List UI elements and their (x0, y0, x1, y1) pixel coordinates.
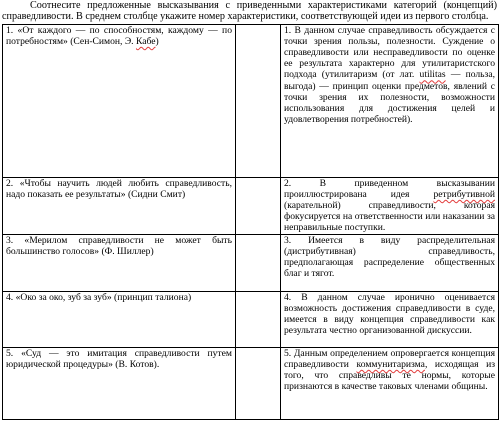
spellcheck-mark: Кабе (135, 35, 156, 47)
spellcheck-mark: коммунитаризма (356, 358, 425, 370)
table-row (3, 177, 499, 234)
table-row (3, 291, 499, 347)
characteristic-cell: 4. В данном случае иронично оценивается возможность достижения справедливости в суде, имеется в виду концепция справедливости как результата честно организованной дискуссии. (281, 291, 499, 347)
answer-cell[interactable] (236, 347, 281, 419)
answer-cell[interactable] (236, 24, 281, 177)
quote-cell: 2. «Чтобы научить людей любить справедливость, надо показать ее результаты» (Сидни Смит) (3, 177, 236, 234)
characteristic-cell: 5. Данным определением опровергается концепция справедливости коммунитаризма, исходящая из того, что справедливы те нормы, которые признаются в качестве таковых членами общины. (281, 347, 499, 419)
quote-cell: 1. «От каждого — по способностям, каждому — по потребностям» (Сен-Симон, Э. Кабе) (3, 24, 236, 177)
quote-cell: 3. «Мерилом справедливости не может быть большинство голосов» (Ф. Шиллер) (3, 234, 236, 291)
answer-cell[interactable] (236, 234, 281, 291)
answer-cell[interactable] (236, 291, 281, 347)
matching-table (2, 24, 499, 420)
characteristic-cell: 2. В приведенном высказывании проиллюстрирована идея ретрибутивной (карательной) справедливости, которая фокусируется на ответственности или наказании за неправильные поступки. (281, 177, 499, 234)
spellcheck-mark: ретрибутивной (433, 188, 495, 200)
answer-cell[interactable] (236, 177, 281, 234)
table-row (3, 234, 499, 291)
task-instructions: Соотнесите предложенные высказывания с приведенными характеристиками категорий (концепций) справедливости. В среднем столбце укажите номер характеристики, соответствующей идеи из первого столбца. (2, 0, 497, 23)
spellcheck-mark: utilitas (419, 69, 446, 81)
characteristic-cell: 3. Имеется в виду распределительная (дистрибутивная) справедливость, предполагающая распределение общественных благ и тягот. (281, 234, 499, 291)
table-row (3, 24, 499, 177)
quote-cell: 4. «Око за око, зуб за зуб» (принцип талиона) (3, 291, 236, 347)
characteristic-cell: 1. В данном случае справедливость обсуждается с точки зрения пользы, полезности. Суждение о справедливости или несправедливости по оценке ее результата характерно для утилитаристского подхода (утилитаризм (от лат. utilitas — польза, выгода) — принцип оценки предметов, явлений с точки зрения их полезности, возможности использования для достижения целей и удовлетворения потребностей). (281, 24, 499, 177)
table-row (3, 347, 499, 419)
quote-cell: 5. «Суд — это имитация справедливости путем юридической процедуры» (В. Котов). (3, 347, 236, 419)
